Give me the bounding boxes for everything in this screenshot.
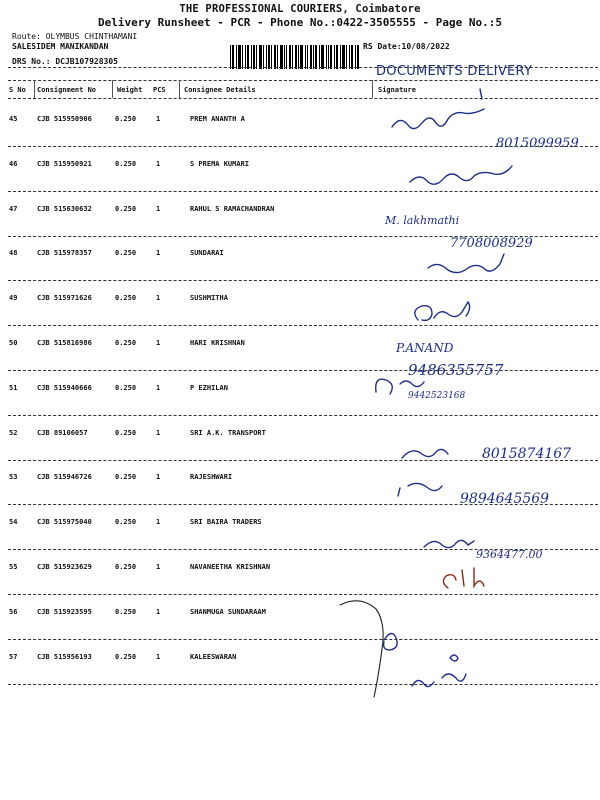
barcode-bar [342, 45, 345, 69]
row-consignment-no: CJB 515923629 [37, 563, 92, 571]
divider [8, 80, 598, 81]
barcode-bar [295, 45, 297, 69]
barcode-bar [242, 45, 243, 69]
row-weight: 0.250 [115, 473, 137, 482]
row-consignment-no: CJB 515950906 [37, 115, 92, 123]
barcode-bar [334, 45, 335, 69]
table-row [0, 339, 600, 353]
table-row [0, 160, 600, 174]
row-divider [8, 325, 598, 326]
barcode-bar [263, 45, 264, 69]
row-consignment-no: CJB 515956193 [37, 652, 92, 661]
row-pcs: 1 [156, 294, 161, 303]
table-row [0, 608, 600, 622]
row-divider [8, 504, 598, 505]
barcode-bar [330, 45, 332, 69]
divider [8, 98, 598, 99]
row-sno: 50 [9, 339, 18, 347]
row-sno: 53 [9, 473, 18, 482]
row-sno: 52 [9, 428, 18, 437]
barcode-bar [245, 45, 246, 69]
barcode-bar [292, 45, 293, 69]
table-row [0, 115, 600, 129]
barcode-bar [351, 45, 353, 69]
column-divider [112, 80, 113, 98]
row-consignment-no: CJB 515630632 [37, 204, 92, 213]
row-consignee: KALEESWARAN [190, 652, 237, 661]
column-divider [179, 80, 180, 98]
handwritten-phone: 9442523168 [408, 391, 466, 401]
row-sno: 46 [9, 159, 18, 168]
rs-date: RS Date:10/08/2022 [363, 42, 450, 51]
barcode-image [230, 45, 360, 69]
row-consignment-no: CJB 515816986 [37, 339, 92, 347]
handwritten-phone: 7708008929 [450, 236, 533, 251]
row-sno: 49 [9, 294, 18, 303]
column-header-signature: Signature [378, 86, 416, 94]
handwritten-phone: 9364477.00 [476, 548, 543, 561]
route-label: Route: OLYMBUS CHINTHAMANI [12, 32, 138, 41]
barcode-bar [274, 45, 276, 69]
barcode-bar [277, 45, 278, 69]
table-row [0, 563, 600, 577]
barcode-bar [310, 45, 312, 69]
row-divider [8, 370, 598, 371]
row-pcs: 1 [156, 383, 161, 392]
table-row [0, 653, 600, 667]
row-consignee: RAJESHWARI [190, 473, 233, 482]
row-weight: 0.250 [115, 204, 137, 213]
signature-mark [402, 449, 448, 458]
row-pcs: 1 [156, 518, 161, 527]
row-consignee: SUSHMITHA [190, 294, 228, 303]
row-weight: 0.250 [115, 249, 137, 258]
row-weight: 0.250 [115, 339, 137, 347]
row-sno: 57 [9, 652, 18, 661]
row-consignment-no: CJB 515978357 [37, 249, 92, 258]
row-divider [8, 415, 598, 416]
row-weight: 0.250 [115, 607, 137, 616]
row-consignee: SHANMUGA SUNDARAAM [190, 607, 266, 616]
row-pcs: 1 [156, 607, 161, 616]
row-weight: 0.250 [115, 383, 137, 392]
handwritten-name: M. lakhmathi [385, 214, 460, 227]
barcode-bar [247, 45, 249, 69]
row-divider [8, 594, 598, 595]
barcode-bar [236, 45, 237, 69]
row-consignee: NAVANEETHA KRISHNAN [190, 563, 271, 571]
row-divider [8, 684, 598, 685]
barcode-bar [266, 45, 267, 69]
row-pcs: 1 [156, 204, 161, 213]
row-pcs: 1 [156, 339, 161, 347]
row-sno: 56 [9, 607, 18, 616]
barcode-bar [289, 45, 291, 69]
divider [8, 67, 598, 68]
signature-mark [384, 633, 398, 650]
row-sno: 47 [9, 204, 18, 213]
row-sno: 55 [9, 563, 18, 571]
table-row [0, 429, 600, 443]
barcode-bar [305, 45, 306, 69]
table-row [0, 294, 600, 308]
barcode-bar [253, 45, 255, 69]
row-weight: 0.250 [115, 518, 137, 527]
row-weight: 0.250 [115, 428, 137, 437]
row-weight: 0.250 [115, 159, 137, 168]
barcode-bar [321, 45, 324, 69]
barcode-bar [232, 45, 234, 69]
row-consignee: HARI KRISHNAN [190, 339, 245, 347]
barcode-bar [256, 45, 257, 69]
barcode-bar [238, 45, 241, 69]
barcode-bar [315, 45, 317, 69]
barcode-bar [355, 45, 356, 69]
row-divider [8, 639, 598, 640]
table-row [0, 473, 600, 487]
barcode-bar [251, 45, 252, 69]
row-divider [8, 549, 598, 550]
runsheet-title: Delivery Runsheet - PCR - Phone No.:0422-3505555 - Page No.:5 [98, 16, 502, 29]
barcode-bar [313, 45, 314, 69]
barcode-bar [319, 45, 320, 69]
row-consignee: SUNDARAI [190, 249, 224, 258]
signature-mark [424, 540, 474, 547]
row-weight: 0.250 [115, 652, 137, 661]
row-consignment-no: CJB 515940666 [37, 383, 92, 392]
row-divider [8, 191, 598, 192]
row-consignment-no: CJB 515971626 [37, 294, 92, 303]
table-row [0, 249, 600, 263]
row-pcs: 1 [156, 428, 161, 437]
handwritten-phone: 8015874167 [482, 446, 572, 462]
barcode-bar [328, 45, 329, 69]
column-header-weight: Weight [117, 86, 143, 94]
barcode-bar [340, 45, 341, 69]
handwritten-name: P.ANAND [396, 341, 454, 355]
drs-number: DRS No.: DCJB107928305 [12, 57, 118, 66]
barcode-bar [307, 45, 308, 69]
row-divider [8, 146, 598, 147]
route-salesman: SALESIDEM MANIKANDAN [12, 42, 109, 51]
row-consignee: SRI BAIRA TRADERS [190, 518, 262, 527]
column-header-pcs: PCS [153, 86, 166, 94]
row-divider [8, 280, 598, 281]
table-row [0, 205, 600, 219]
column-header-consignee: Consignee Details [184, 86, 256, 94]
barcode-bar [284, 45, 285, 69]
barcode-bar [336, 45, 338, 69]
row-consignee: S PREMA KUMARI [190, 159, 250, 168]
column-divider [34, 80, 35, 98]
row-sno: 54 [9, 518, 18, 527]
barcode-bar [268, 45, 270, 69]
row-weight: 0.250 [115, 563, 137, 571]
column-divider [372, 80, 373, 98]
row-pcs: 1 [156, 115, 161, 123]
row-sno: 51 [9, 383, 18, 392]
row-consignee: P EZHILAN [190, 383, 228, 392]
barcode-bar [230, 45, 231, 69]
row-pcs: 1 [156, 249, 161, 258]
row-pcs: 1 [156, 159, 161, 168]
barcode-bar [357, 45, 359, 69]
row-pcs: 1 [156, 652, 161, 661]
row-consignment-no: CJB 89106057 [37, 428, 88, 437]
row-consignee: PREM ANANTH A [190, 115, 245, 123]
row-pcs: 1 [156, 563, 161, 571]
row-divider [8, 460, 598, 461]
barcode-bar [300, 45, 303, 69]
row-pcs: 1 [156, 473, 161, 482]
row-consignment-no: CJB 515923595 [37, 607, 92, 616]
documents-delivery-stamp: DOCUMENTS DELIVERY [376, 64, 533, 79]
handwritten-phone: 9894645569 [460, 491, 550, 507]
row-consignee: SRI A.K. TRANSPORT [190, 428, 266, 437]
table-row [0, 384, 600, 398]
row-consignment-no: CJB 515950921 [37, 159, 92, 168]
column-header-sno: S No [9, 86, 26, 94]
row-consignee: RAHUL S RAMACHANDRAN [190, 204, 275, 213]
barcode-bar [349, 45, 350, 69]
barcode-bar [326, 45, 327, 69]
barcode-bar [271, 45, 272, 69]
row-sno: 48 [9, 249, 18, 258]
row-sno: 45 [9, 115, 18, 123]
barcode-bar [346, 45, 347, 69]
barcode-bar [298, 45, 299, 69]
barcode-bar [286, 45, 287, 69]
column-header-consignment: Consignment No [37, 86, 97, 94]
row-weight: 0.250 [115, 115, 137, 123]
barcode-bar [259, 45, 262, 69]
table-row [0, 518, 600, 532]
handwritten-phone: 9486355757 [408, 361, 504, 379]
handwritten-phone: 8015099959 [496, 136, 579, 151]
row-consignment-no: CJB 515946726 [37, 473, 92, 482]
company-title: THE PROFESSIONAL COURIERS, Coimbatore [179, 3, 421, 15]
row-consignment-no: CJB 515975040 [37, 518, 92, 527]
row-divider [8, 236, 598, 237]
barcode-bar [280, 45, 283, 69]
row-weight: 0.250 [115, 294, 137, 303]
